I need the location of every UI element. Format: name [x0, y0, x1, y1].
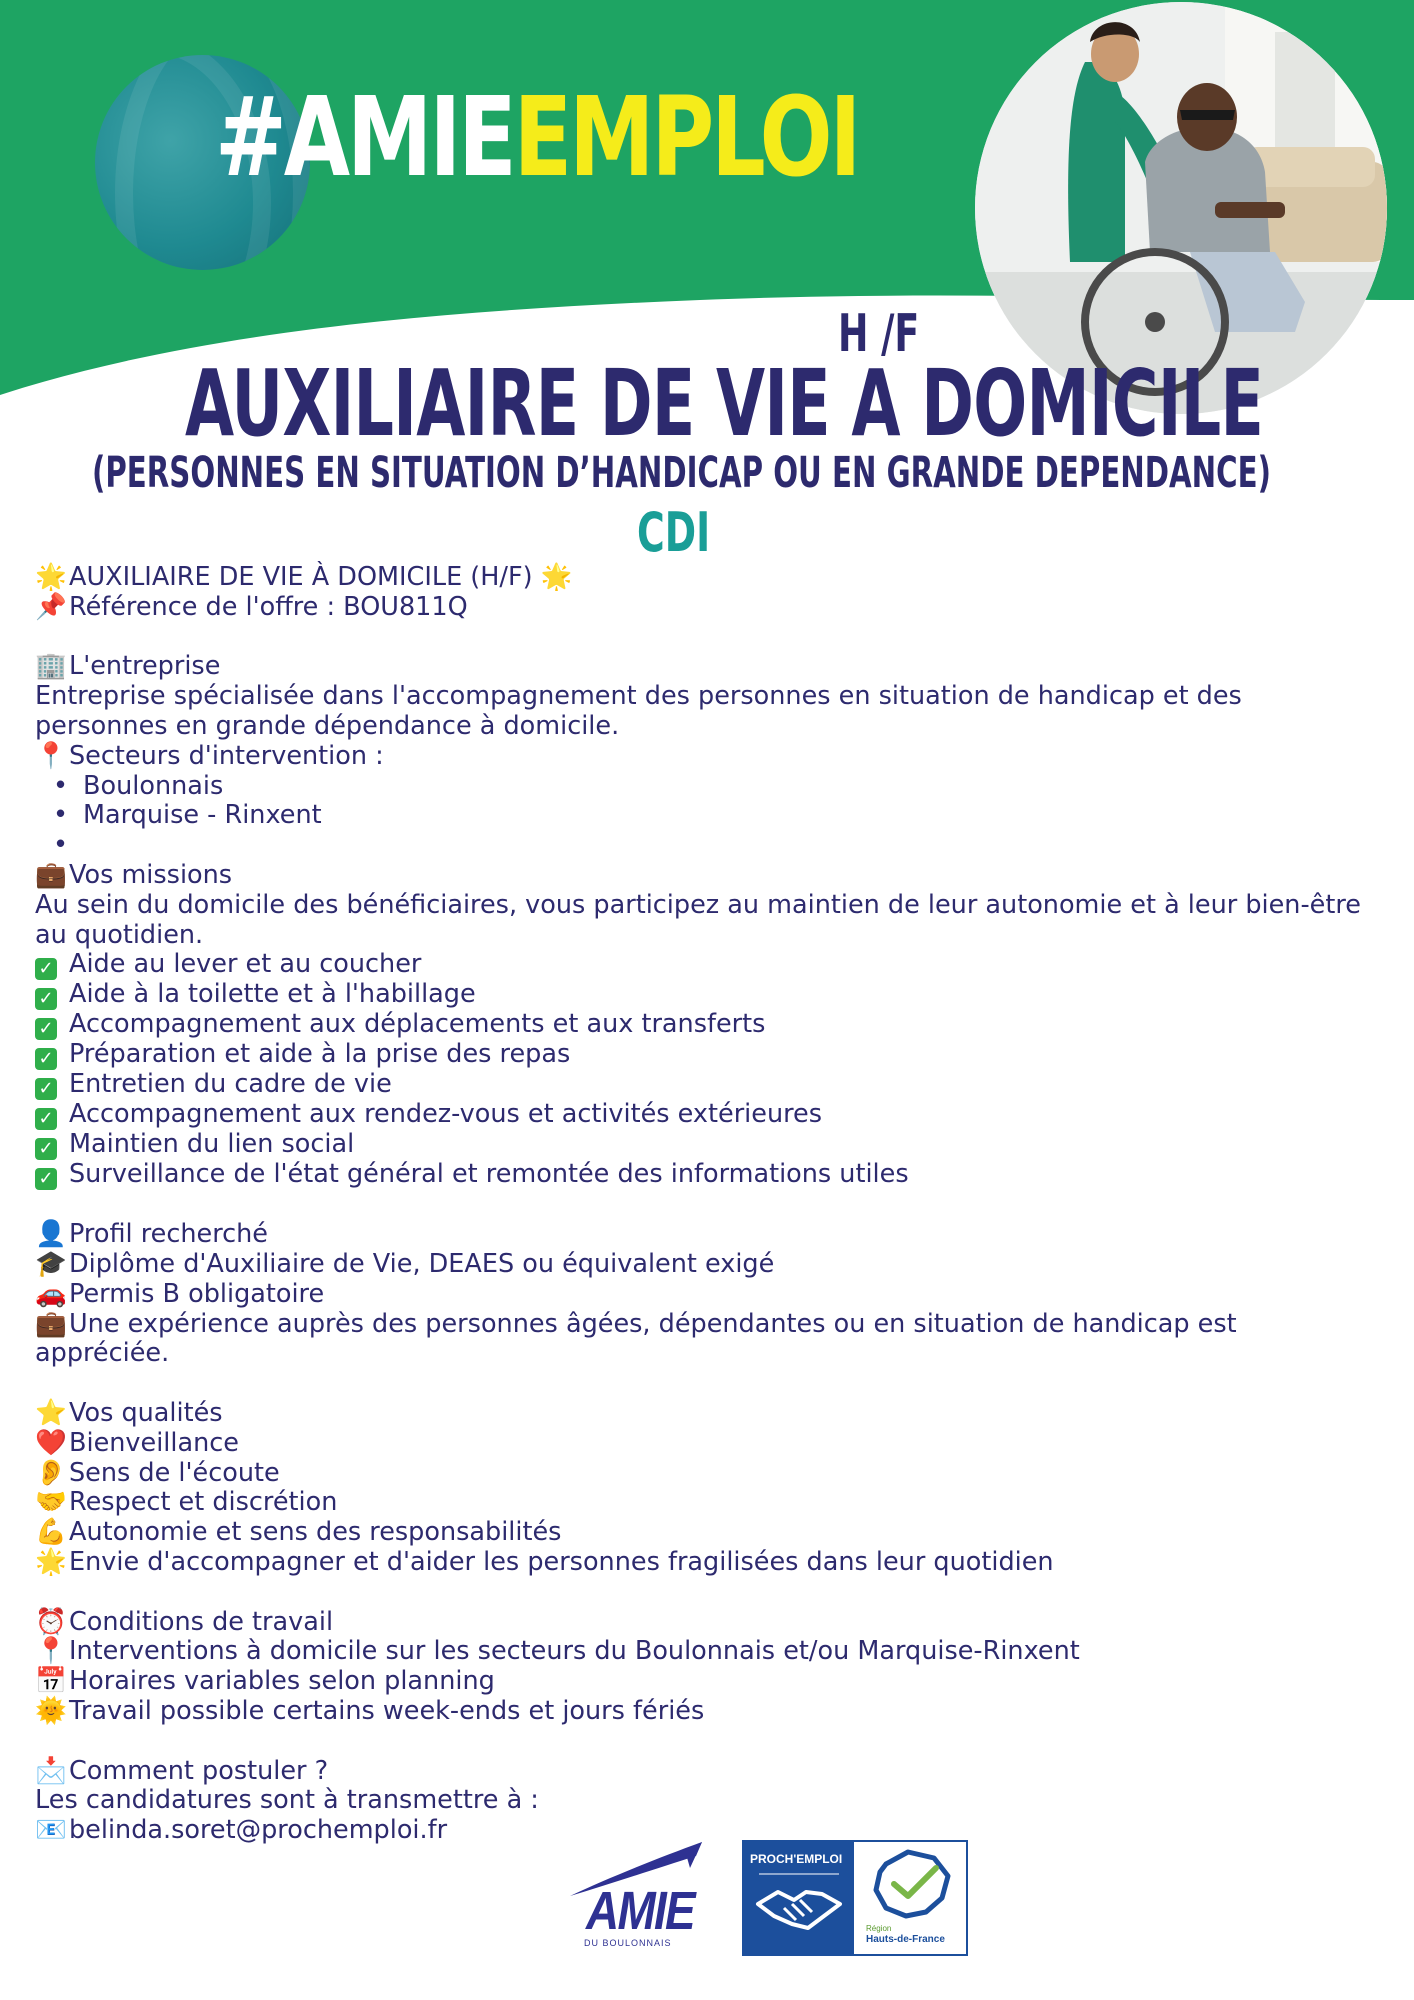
person-silhouette-icon: 👤: [35, 1219, 67, 1250]
profile-license-line: 🚗Permis B obligatoire: [35, 1278, 325, 1309]
profile-diploma-line: 🎓Diplôme d'Auxiliaire de Vie, DEAES ou équivalent exigé: [35, 1248, 775, 1279]
pushpin-icon: 📌: [35, 591, 67, 622]
list-item: ✓ Accompagnement aux rendez-vous et activités extérieures: [35, 1100, 1365, 1130]
list-item: ✓ Aide à la toilette et à l'habillage: [35, 980, 1365, 1010]
missions-heading: Vos missions: [69, 859, 233, 890]
car-icon: 🚗: [35, 1278, 67, 1309]
prochemploi-panel: [744, 1842, 854, 1954]
prochemploi-name: PROCH'EMPLOI: [750, 1852, 843, 1866]
amie-logo-name: AMIE: [586, 1881, 694, 1941]
list-item: ✓ Accompagnement aux déplacements et aux transferts: [35, 1010, 1365, 1040]
handshake-icon: [744, 1842, 854, 1954]
list-item: • Boulonnais: [53, 770, 224, 801]
list-item: 👂Sens de l'écoute: [35, 1457, 280, 1488]
star-icon: ⭐: [35, 1397, 67, 1428]
offer-headline: AUXILIAIRE DE VIE À DOMICILE (H/F): [69, 562, 533, 592]
conditions-weekends-line: 🌞Travail possible certains week-ends et jours fériés: [35, 1695, 705, 1726]
prochemploi-logo: [742, 1840, 968, 1956]
calendar-icon: 📅: [35, 1666, 67, 1697]
check-mark-icon: ✓: [35, 1168, 57, 1190]
list-item: 🌟Envie d'accompagner et d'aider les personnes fragilisées dans leur quotidien: [35, 1546, 1054, 1577]
hashtag-title: [215, 73, 859, 201]
list-item: • Marquise - Rinxent: [53, 800, 322, 831]
conditions-schedule-line: 📅Horaires variables selon planning: [35, 1666, 495, 1697]
missions-intro: Au sein du domicile des bénéficiaires, vous participez au maintien de leur autonomie et à leur bien-être au quotidien.: [35, 889, 1361, 950]
amie-logo-subtitle: DU BOULONNAIS: [584, 1938, 672, 1948]
alarm-clock-icon: ⏰: [35, 1606, 67, 1637]
job-subtitle: (PERSONNES EN SITUATION D’HANDICAP OU EN GRANDE DEPENDANCE): [92, 448, 1271, 498]
office-building-icon: 🏢: [35, 651, 67, 682]
sectors-heading: Secteurs d'intervention :: [69, 740, 384, 771]
round-pushpin-icon: 📍: [35, 1636, 67, 1667]
check-mark-icon: ✓: [35, 1078, 57, 1100]
list-item: ✓ Surveillance de l'état général et remontée des informations utiles: [35, 1160, 1365, 1190]
list-item: ✓ Aide au lever et au coucher: [35, 950, 1365, 980]
company-heading-line: [35, 652, 1365, 682]
check-mark-icon: ✓: [35, 988, 57, 1010]
conditions-heading-line: [35, 1608, 1365, 1638]
region-name: Hauts-de-France: [866, 1934, 945, 1945]
profile-heading: Profil recherché: [69, 1219, 268, 1250]
sun-icon: 🌞: [35, 1695, 67, 1726]
qualities-heading-line: [35, 1399, 1365, 1429]
check-mark-icon: ✓: [35, 958, 57, 980]
offer-reference: Référence de l'offre : BOU811Q: [69, 591, 468, 622]
email-icon: 📧: [35, 1815, 67, 1846]
qualities-heading: Vos qualités: [69, 1397, 223, 1428]
graduation-cap-icon: 🎓: [35, 1248, 67, 1279]
conditions-location-line: 📍Interventions à domicile sur les secteurs du Boulonnais et/ou Marquise-Rinxent: [35, 1636, 1080, 1667]
glowing-star-icon: 🌟: [35, 562, 67, 592]
gender-label: H /F: [838, 304, 920, 364]
hashtag-suffix: EMPLOI: [513, 73, 859, 201]
check-mark-icon: ✓: [35, 1108, 57, 1130]
profile-heading-line: [35, 1220, 1365, 1250]
sectors-heading-line: [35, 742, 1365, 772]
list-item: 🤝Respect et discrétion: [35, 1487, 338, 1518]
amie-logo: [568, 1838, 708, 1948]
check-mark-icon: ✓: [35, 1048, 57, 1070]
round-pushpin-icon: 📍: [35, 740, 67, 771]
company-description: Entreprise spécialisée dans l'accompagnement des personnes en situation de handicap et des personnes en grande dépendance à domicile.: [35, 681, 1242, 741]
check-mark-icon: ✓: [35, 1018, 57, 1040]
region-map-icon: [856, 1846, 966, 1926]
conditions-heading: Conditions de travail: [69, 1606, 334, 1637]
check-mark-icon: ✓: [35, 1138, 57, 1160]
briefcase-icon: 💼: [35, 859, 67, 890]
list-item: •: [53, 830, 69, 861]
glowing-star-icon: 🌟: [540, 562, 573, 592]
briefcase-icon: 💼: [35, 1308, 67, 1339]
missions-heading-line: [35, 861, 1365, 891]
job-title: AUXILIAIRE DE VIE A DOMICILE: [185, 350, 1264, 457]
job-description: [35, 563, 1365, 1846]
offer-reference-line: [35, 593, 1365, 623]
list-item: ✓ Préparation et aide à la prise des repas: [35, 1040, 1365, 1070]
profile-experience-line: 💼Une expérience auprès des personnes âgées, dépendantes ou en situation de handicap est appréciée.: [35, 1308, 1237, 1369]
contract-type: CDI: [637, 501, 711, 564]
sparkle-star-icon: 🌟: [35, 1546, 67, 1577]
envelope-with-arrow-icon: 📩: [35, 1755, 67, 1786]
apply-instruction: Les candidatures sont à transmettre à :: [35, 1785, 539, 1816]
company-heading: L'entreprise: [69, 651, 221, 682]
ear-icon: 👂: [35, 1457, 67, 1488]
hashtag-prefix: #AMIE: [215, 73, 514, 201]
apply-heading: Comment postuler ?: [69, 1755, 329, 1786]
apply-email[interactable]: belinda.soret@prochemploi.fr: [69, 1815, 448, 1846]
offer-headline-line: [35, 563, 1365, 593]
list-item: ❤️Bienveillance: [35, 1427, 239, 1458]
heart-icon: ❤️: [35, 1427, 67, 1458]
flexed-arm-icon: 💪: [35, 1517, 67, 1548]
apply-heading-line: [35, 1757, 1365, 1787]
handshake-icon: 🤝: [35, 1487, 67, 1518]
region-label: Région: [866, 1924, 892, 1933]
list-item: ✓ Maintien du lien social: [35, 1130, 1365, 1160]
list-item: ✓ Entretien du cadre de vie: [35, 1070, 1365, 1100]
list-item: 💪Autonomie et sens des responsabilités: [35, 1517, 562, 1548]
